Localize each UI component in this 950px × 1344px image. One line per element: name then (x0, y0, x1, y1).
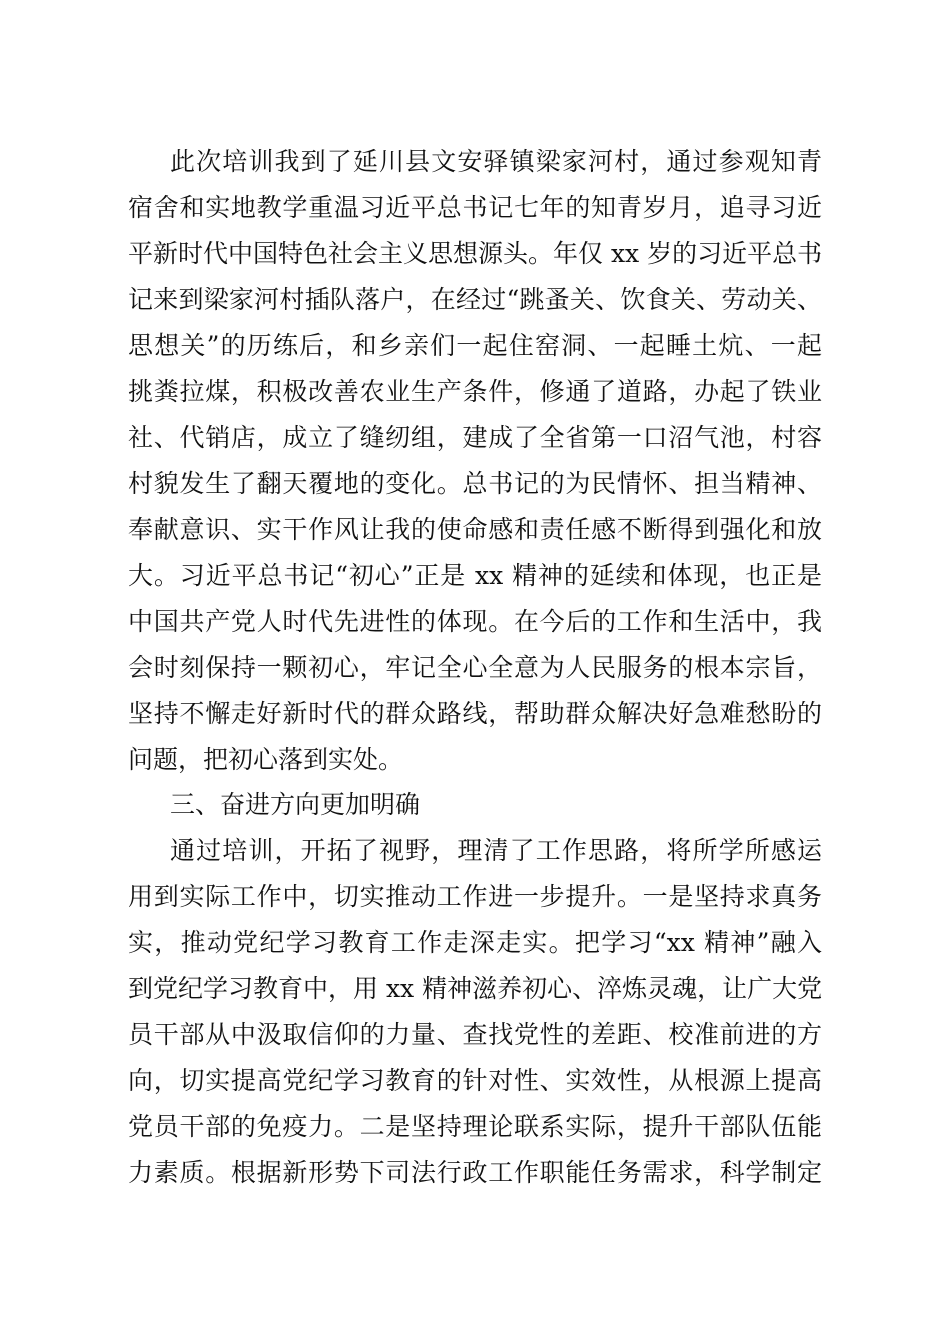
paragraph-1-line-2: 宿舍和实地教学重温习近平总书记七年的知青岁月，追寻习近 (128, 193, 822, 222)
paragraph-2-line-4: 到党纪学习教育中，用 xx 精神滋养初心、淬炼灵魂，让广大党 (128, 974, 822, 1003)
paragraph-1-line-3: 平新时代中国特色社会主义思想源头。年仅 xx 岁的习近平总书 (128, 239, 822, 268)
paragraph-1-line-10: 大。习近平总书记“初心”正是 xx 精神的延续和体现，也正是 (128, 561, 822, 590)
paragraph-2-line-5: 员干部从中汲取信仰的力量、查找党性的差距、校准前进的方 (128, 1020, 822, 1049)
paragraph-2-line-3: 实，推动党纪学习教育工作走深走实。把学习“xx 精神”融入 (128, 928, 822, 957)
paragraph-1-line-13: 坚持不懈走好新时代的群众路线，帮助群众解决好急难愁盼的 (128, 699, 822, 728)
paragraph-2-line-1: 通过培训，开拓了视野，理清了工作思路，将所学所感运 (170, 836, 822, 865)
paragraph-1-line-6: 挑粪拉煤，积极改善农业生产条件，修通了道路，办起了铁业 (128, 377, 822, 406)
paragraph-1-line-7: 社、代销店，成立了缝纫组，建成了全省第一口沼气池，村容 (128, 423, 822, 452)
paragraph-1-line-1: 此次培训我到了延川县文安驿镇梁家河村，通过参观知青 (170, 147, 822, 176)
paragraph-1-line-8: 村貌发生了翻天覆地的变化。总书记的为民情怀、担当精神、 (128, 469, 822, 498)
paragraph-1-line-11: 中国共产党人时代先进性的体现。在今后的工作和生活中，我 (128, 607, 822, 636)
paragraph-1-line-12: 会时刻保持一颗初心，牢记全心全意为人民服务的根本宗旨， (128, 653, 822, 682)
paragraph-1-line-4: 记来到梁家河村插队落户，在经过“跳蚤关、饮食关、劳动关、 (128, 285, 822, 314)
paragraph-2-line-8: 力素质。根据新形势下司法行政工作职能任务需求，科学制定 (128, 1158, 822, 1187)
section-heading: 三、奋进方向更加明确 (170, 790, 421, 819)
paragraph-2-line-6: 向，切实提高党纪学习教育的针对性、实效性，从根源上提高 (128, 1066, 822, 1095)
paragraph-2-line-7: 党员干部的免疫力。二是坚持理论联系实际，提升干部队伍能 (128, 1112, 822, 1141)
paragraph-2-line-2: 用到实际工作中，切实推动工作进一步提升。一是坚持求真务 (128, 882, 822, 911)
paragraph-1-line-9: 奉献意识、实干作风让我的使命感和责任感不断得到强化和放 (128, 515, 822, 544)
paragraph-1-line-5: 思想关”的历练后，和乡亲们一起住窑洞、一起睡土炕、一起 (128, 331, 822, 360)
paragraph-1-line-14: 问题，把初心落到实处。 (128, 745, 404, 774)
